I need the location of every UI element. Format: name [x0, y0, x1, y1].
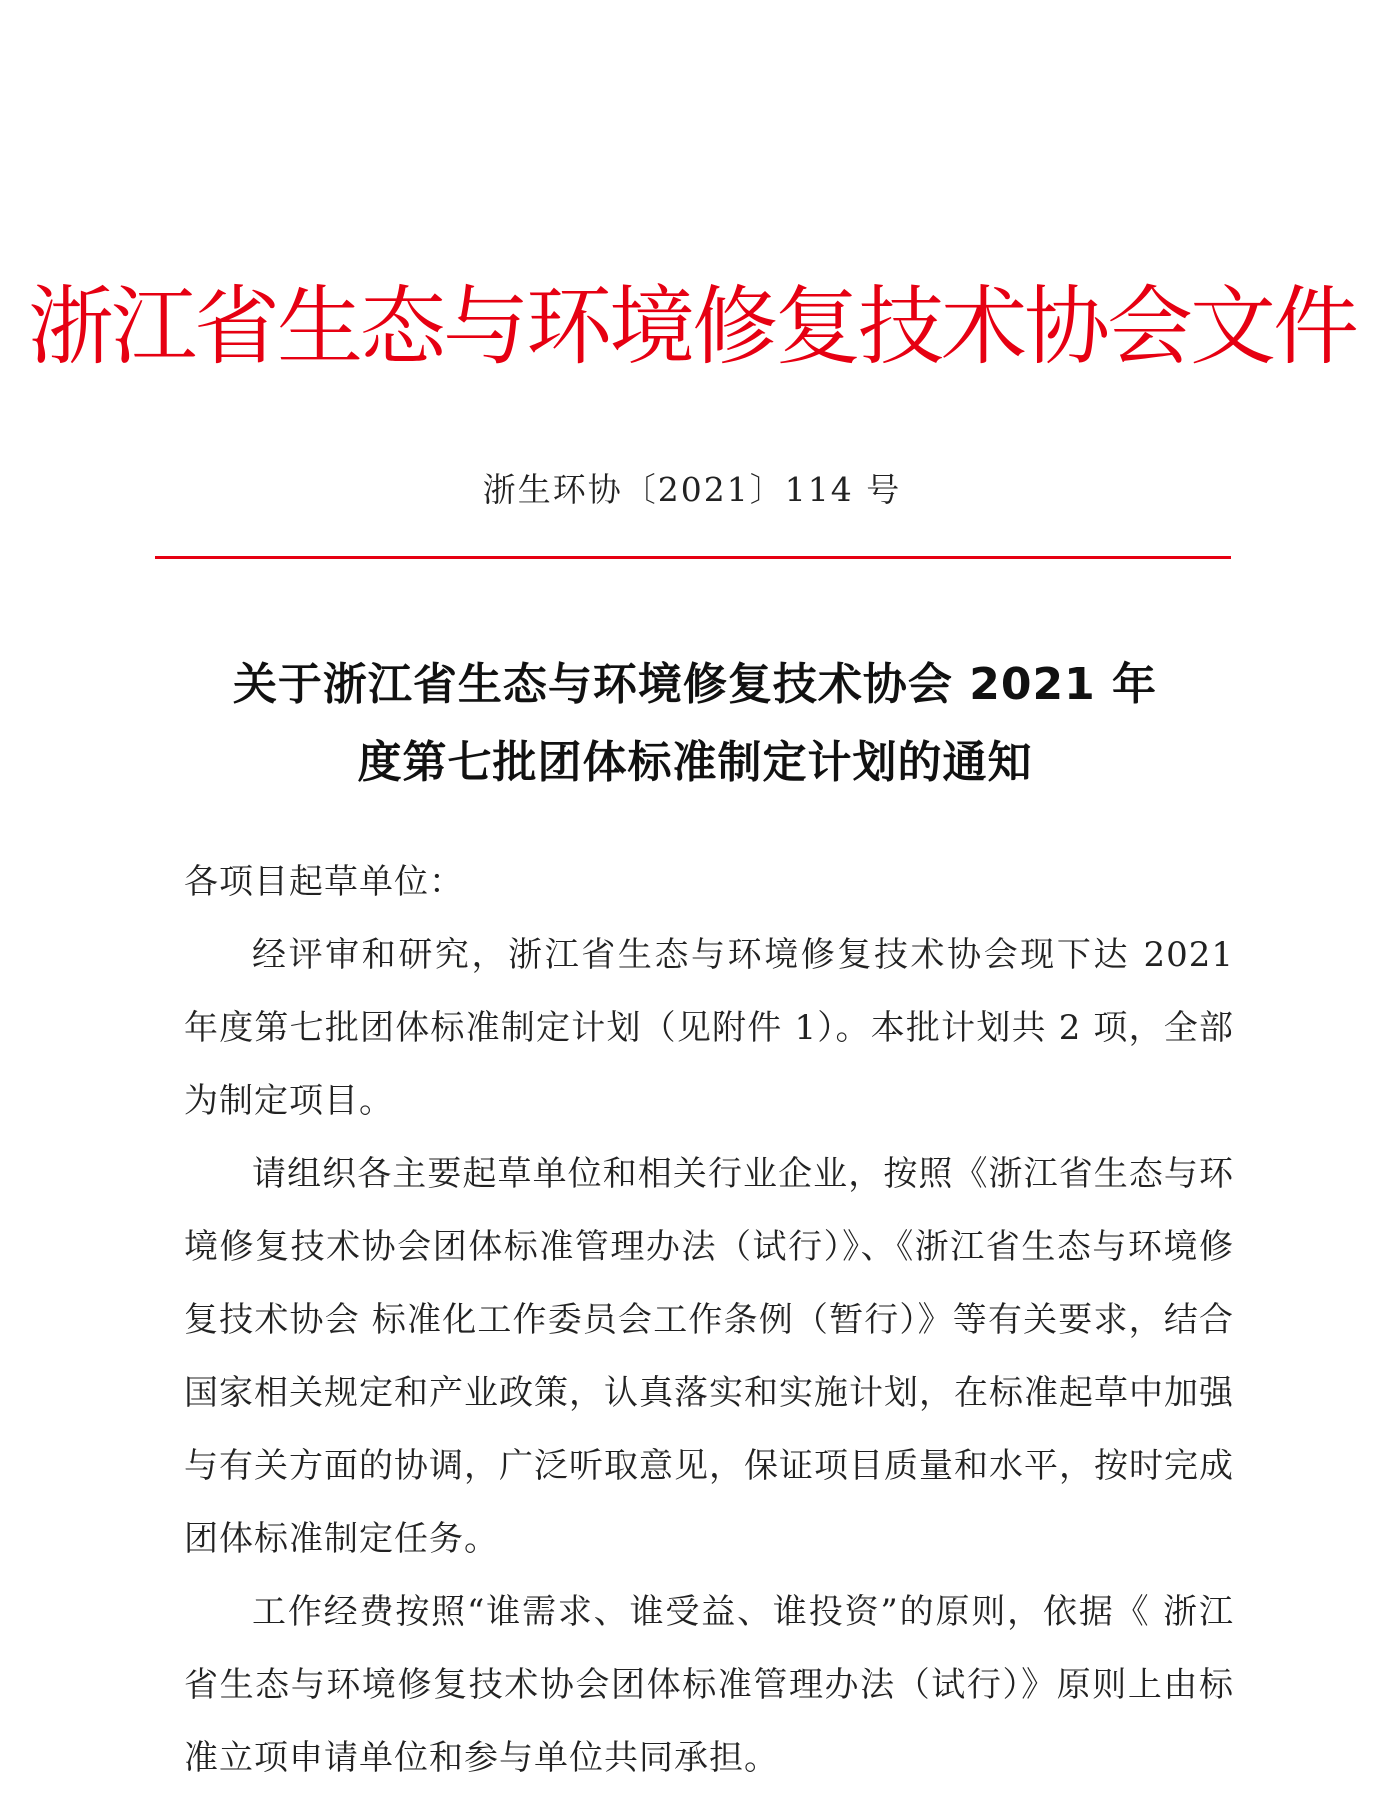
- red-divider-line: [155, 556, 1231, 559]
- body-paragraph-2: 请组织各主要起草单位和相关行业企业，按照《浙江省生态与环境修复技术协会团体标准管理办法（试行）》、《浙江省生态与环境修复技术协会 标准化工作委员会工作条例（暂行）》等有关要求，结合国家相关规定和产业政策，认真落实和实施计划，在标准起草中加强与有关方面的协调，广泛听取意见，保证项目质量和水平，按时完成团体标准制定任务。: [184, 1154, 1234, 1559]
- notice-title-line-2: 度第七批团体标准制定计划的通知: [357, 737, 1033, 788]
- notice-body: [184, 846, 1234, 1795]
- document-masthead: 浙江省生态与环境修复技术协会文件: [28, 277, 1356, 377]
- document-number: 浙生环协〔2021〕114 号: [482, 470, 902, 509]
- salutation: 各项目起草单位：: [184, 862, 464, 902]
- body-paragraph-1: 经评审和研究，浙江省生态与环境修复技术协会现下达 2021 年度第七批团体标准制定计划（见附件 1）。本批计划共 2 项，全部为制定项目。: [184, 935, 1234, 1121]
- notice-title: [150, 646, 1240, 802]
- notice-title-line-1: 关于浙江省生态与环境修复技术协会 2021 年: [232, 659, 1158, 710]
- body-paragraph-3: 工作经费按照“谁需求、谁受益、谁投资”的原则，依据《 浙江省生态与环境修复技术协会团体标准管理办法（试行）》原则上由标准立项申请单位和参与单位共同承担。: [184, 1592, 1234, 1778]
